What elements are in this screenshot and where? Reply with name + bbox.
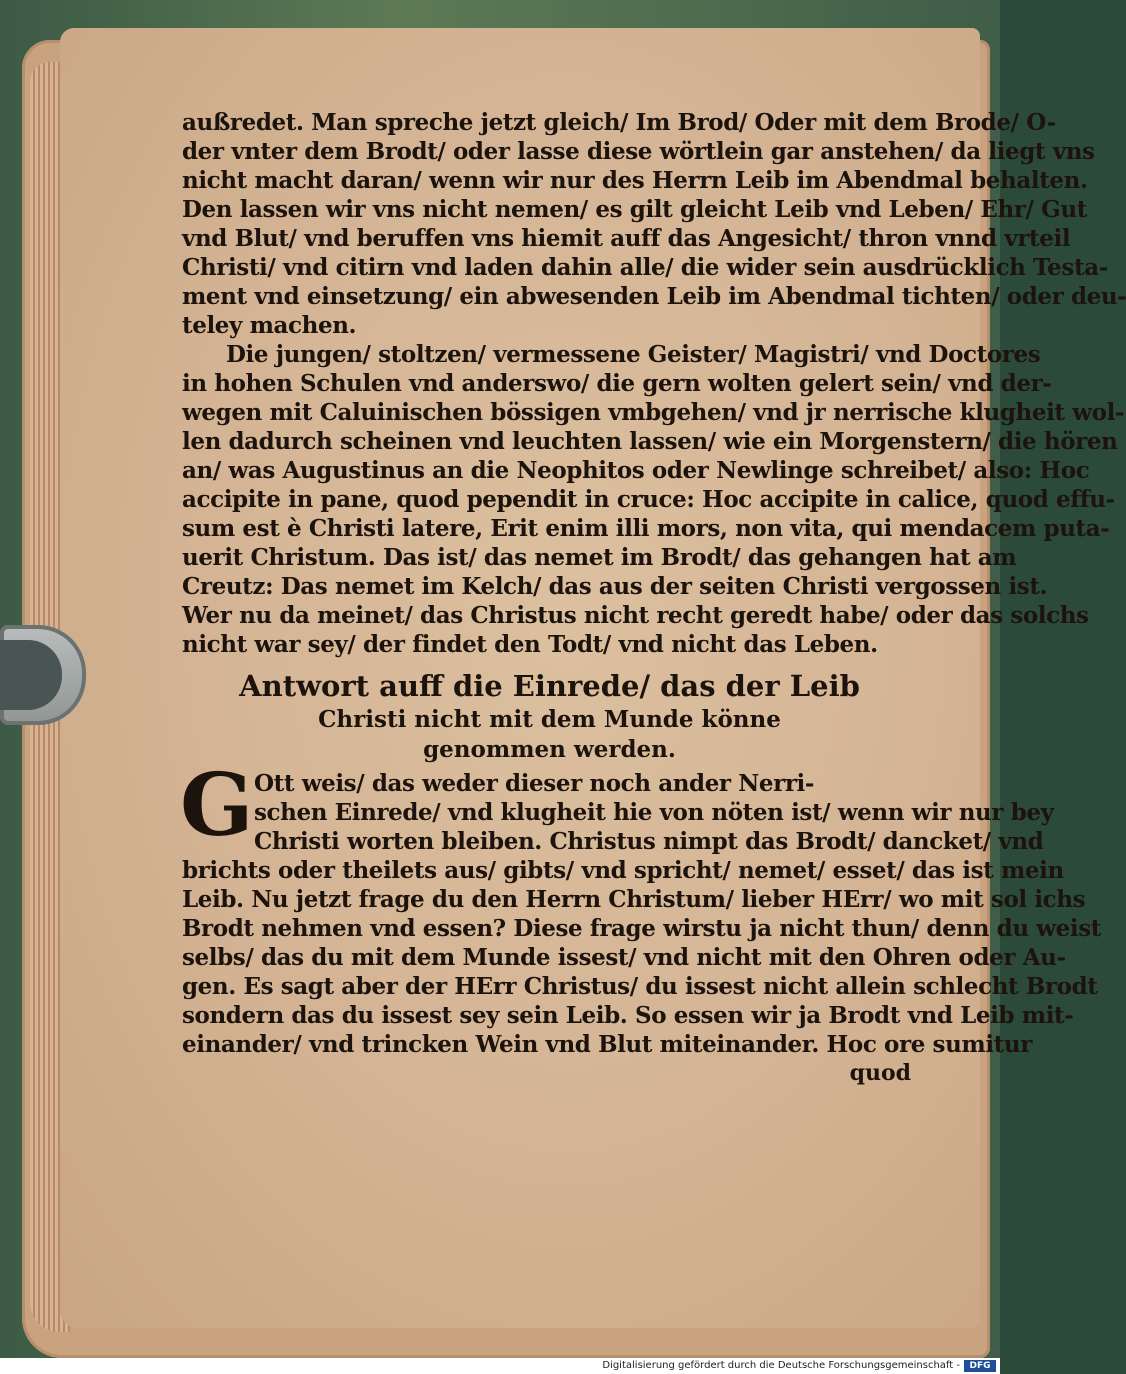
text-line: selbs/ das du mit dem Munde issest/ vnd nicht mit den Ohren oder Au- — [182, 944, 1066, 971]
text-line: Brodt nehmen vnd essen? Diese frage wirstu ja nicht thun/ denn du weist — [182, 915, 1102, 942]
footer-bar — [0, 1358, 1000, 1374]
text-line: Christi worten bleiben. Christus nimpt das Brodt/ dancket/ vnd — [254, 828, 1044, 855]
text-line: nicht war sey/ der findet den Todt/ vnd nicht das Leben. — [182, 631, 878, 658]
text-line: sondern das du issest sey sein Leib. So essen wir ja Brodt vnd Leib mit- — [182, 1002, 1074, 1029]
text-line: vnd Blut/ vnd beruffen vns hiemit auff das Angesicht/ thron vnnd vrteil — [182, 225, 1071, 252]
text-line: nicht macht daran/ wenn wir nur des Herrn Leib im Abendmal behalten. — [182, 167, 1088, 194]
text-line: einander/ vnd trincken Wein vnd Blut miteinander. Hoc ore sumitur — [182, 1031, 1032, 1058]
text-line: Leib. Nu jetzt frage du den Herrn Christum/ lieber HErr/ wo mit sol ichs — [182, 886, 1086, 913]
paragraph-1 — [182, 108, 1126, 340]
text-line: schen Einrede/ vnd klugheit hie von nöten ist/ wenn wir nur bey — [254, 799, 1054, 826]
page-text — [180, 108, 1126, 1087]
text-line: an/ was Augustinus an die Neophitos oder Newlinge schreibet/ also: Hoc — [182, 457, 1090, 484]
text-line: len dadurch scheinen vnd leuchten lassen/ wie ein Morgenstern/ die hören — [182, 428, 1118, 455]
text-line: sum est è Christi latere, Erit enim illi mors, non vita, qui mendacem puta- — [182, 515, 1110, 542]
section-heading-line-2: Christi nicht mit dem Munde könne — [318, 706, 781, 733]
text-line: brichts oder theilets aus/ gibts/ vnd spricht/ nemet/ esset/ das ist mein — [182, 857, 1064, 884]
section-heading-line-3: genommen werden. — [423, 736, 676, 763]
text-line: in hohen Schulen vnd anderswo/ die gern wolten gelert sein/ vnd der- — [182, 370, 1052, 397]
paragraph-2 — [182, 340, 1125, 659]
text-line: Wer nu da meinet/ das Christus nicht recht geredt habe/ oder das solchs — [182, 602, 1089, 629]
text-line: Creutz: Das nemet im Kelch/ das aus der seiten Christi vergossen ist. — [182, 573, 1048, 600]
section-heading: Antwort auff die Einrede/ das der Leib — [239, 669, 860, 703]
text-line: gen. Es sagt aber der HErr Christus/ du issest nicht allein schlecht Brodt — [182, 973, 1098, 1000]
text-line: teley machen. — [182, 312, 357, 339]
text-line: Ott weis/ das weder dieser noch ander Nerri- — [254, 770, 815, 797]
dfg-logo: DFG — [964, 1360, 996, 1372]
drop-cap: G — [180, 755, 254, 856]
text-line: accipite in pane, quod pependit in cruce: Hoc accipite in calice, quod effu- — [182, 486, 1115, 513]
text-line: Christi/ vnd citirn vnd laden dahin alle/ die wider sein ausdrücklich Testa- — [182, 254, 1108, 281]
text-line: ment vnd einsetzung/ ein abwesenden Leib im Abendmal tichten/ oder deu- — [182, 283, 1126, 310]
text-line: Den lassen wir vns nicht nemen/ es gilt gleicht Leib vnd Leben/ Ehr/ Gut — [182, 196, 1087, 223]
text-line: wegen mit Caluinischen bössigen vmbgehen/ vnd jr nerrische klugheit wol- — [182, 399, 1125, 426]
paragraph-3 — [180, 755, 1102, 1059]
text-line: der vnter dem Brodt/ oder lasse diese wörtlein gar anstehen/ da liegt vns — [182, 138, 1095, 165]
text-line: uerit Christum. Das ist/ das nemet im Brodt/ das gehangen hat am — [182, 544, 1017, 571]
catchword: quod — [849, 1060, 911, 1086]
funding-notice: Digitalisierung gefördert durch die Deutsche Forschungsgemeinschaft - — [602, 1360, 960, 1371]
text-line: Die jungen/ stoltzen/ vermessene Geister/ Magistri/ vnd Doctores — [226, 341, 1041, 368]
text-line: außredet. Man spreche jetzt gleich/ Im Brod/ Oder mit dem Brode/ O- — [182, 109, 1056, 136]
